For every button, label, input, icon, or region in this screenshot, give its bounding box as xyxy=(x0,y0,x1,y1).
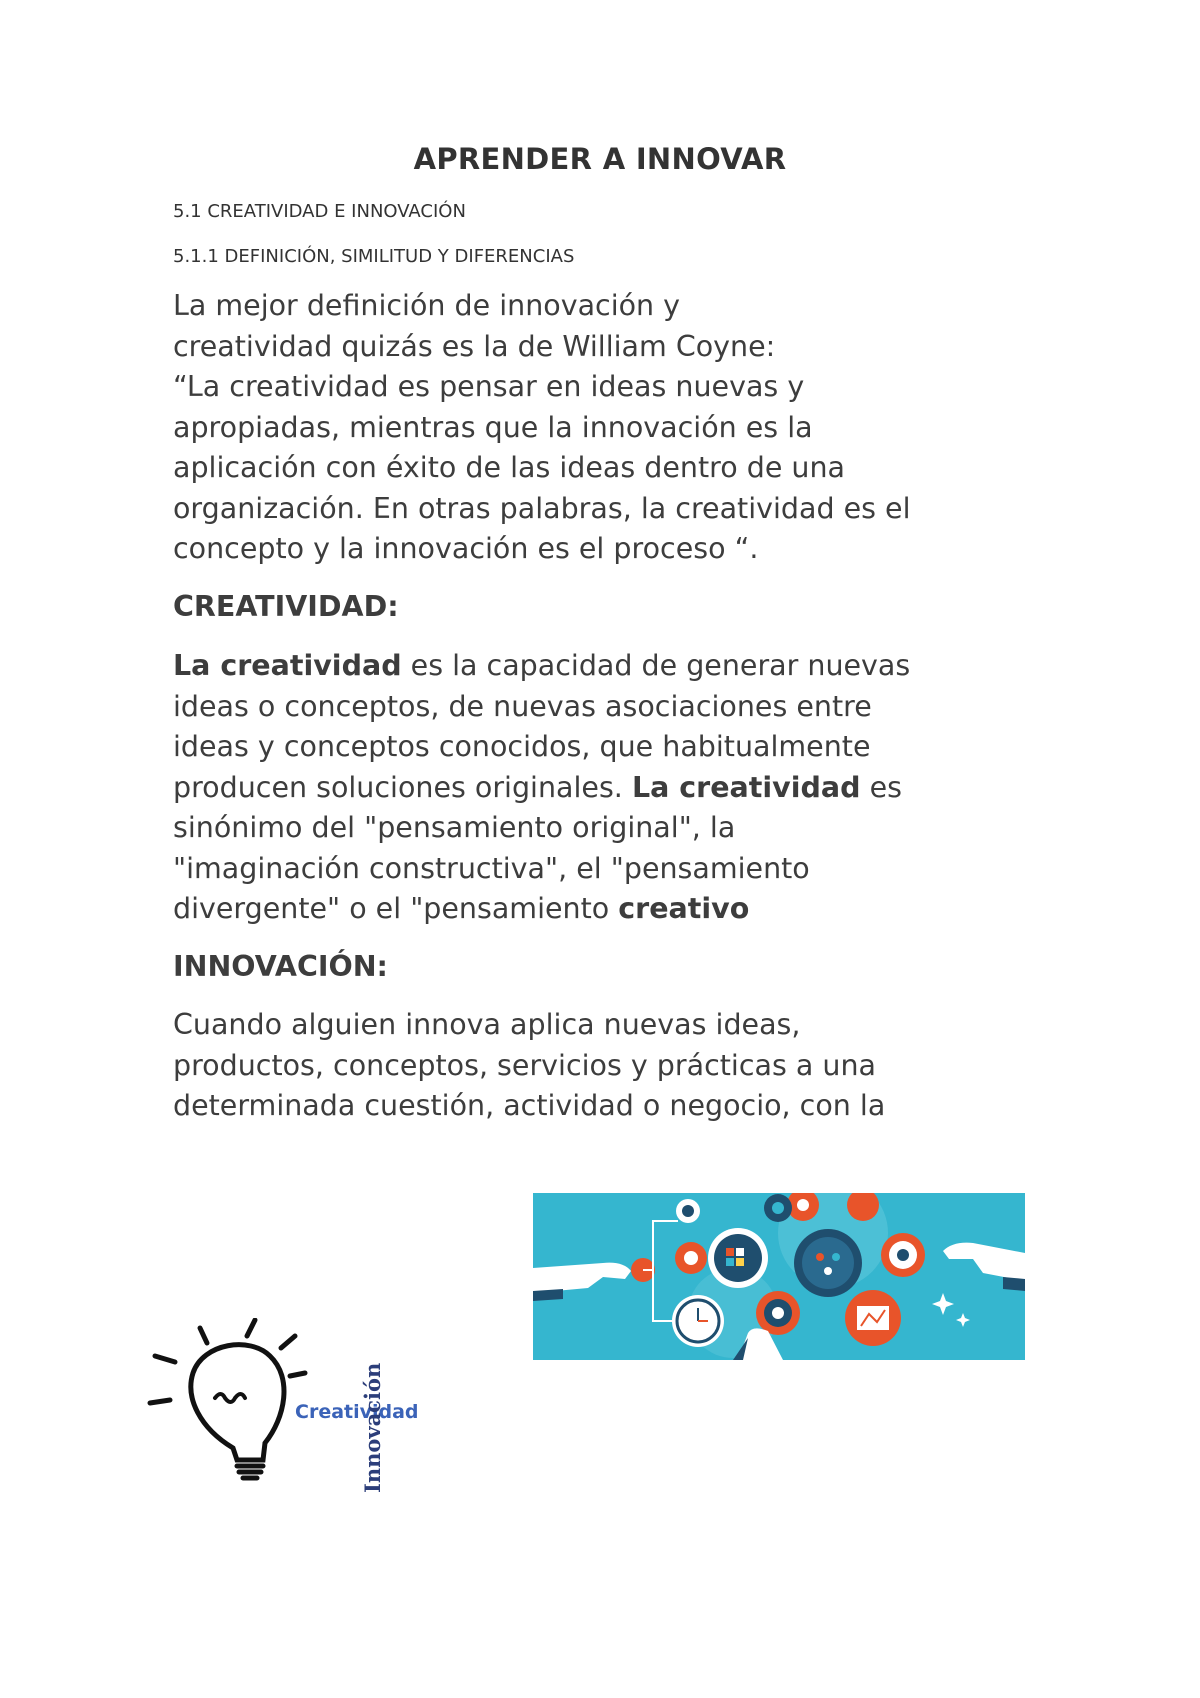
creatividad-heading: CREATIVIDAD: xyxy=(173,590,399,623)
creatividad-line xyxy=(173,889,1053,930)
innovacion-line: Cuando alguien innova aplica nuevas ideas, xyxy=(173,1008,801,1041)
gear-icon xyxy=(708,1228,768,1288)
subsection-heading: 5.1.1 DEFINICIÓN, SIMILITUD Y DIFERENCIAS xyxy=(173,246,575,267)
creatividad-line: sinónimo del "pensamiento original", la xyxy=(173,811,736,844)
intro-line: “La creatividad es pensar en ideas nuevas y xyxy=(173,370,805,403)
intro-line: apropiadas, mientras que la innovación es la xyxy=(173,410,813,444)
text-span: divergente" o el "pensamiento xyxy=(173,892,619,925)
creatividad-line xyxy=(173,768,1053,809)
text-span: producen soluciones originales. xyxy=(173,770,632,804)
creatividad-line: "imaginación constructiva", el "pensamiento xyxy=(173,851,810,885)
section-heading: 5.1 CREATIVIDAD E INNOVACIÓN xyxy=(173,201,466,222)
innovacion-line: determinada cuestión, actividad o negocio, con la xyxy=(173,1089,886,1122)
gear-icon xyxy=(756,1291,800,1335)
document-title: APRENDER A INNOVAR xyxy=(413,142,787,176)
bold-term: creativo xyxy=(618,892,750,925)
clock-icon xyxy=(672,1295,724,1347)
intro-line: La mejor definición de innovación y xyxy=(173,289,681,322)
creatividad-line: ideas y conceptos conocidos, que habitualmente xyxy=(173,730,871,763)
intro-line: creatividad quizás es la de William Coyne: xyxy=(173,329,776,363)
search-icon xyxy=(676,1199,700,1223)
gears-illustration xyxy=(533,1193,1025,1360)
bold-term: La creatividad xyxy=(173,649,402,682)
right-sleeve-icon xyxy=(1003,1277,1025,1291)
innovacion-paragraph xyxy=(173,1005,1053,1127)
lightbulb-logo xyxy=(145,1318,435,1498)
gear-icon xyxy=(794,1229,862,1297)
gear-icon xyxy=(675,1242,707,1274)
logo-horizontal-text: Creatividad xyxy=(295,1401,419,1423)
creatividad-line: ideas o conceptos, de nuevas asociaciones entre xyxy=(173,689,872,723)
gear-icon xyxy=(764,1194,792,1222)
innovacion-line: productos, conceptos, servicios y prácticas a una xyxy=(173,1048,876,1082)
bold-term: La creatividad xyxy=(631,770,861,804)
logo-vertical-text: Innovación xyxy=(360,1362,385,1493)
gear-icon xyxy=(881,1233,925,1277)
left-sleeve-icon xyxy=(533,1289,563,1301)
text-span: es la capacidad de generar nuevas xyxy=(401,649,911,682)
intro-line: aplicación con éxito de las ideas dentro de una xyxy=(173,451,846,484)
gear-icon xyxy=(845,1290,901,1346)
intro-line: concepto y la innovación es el proceso “. xyxy=(173,532,759,565)
intro-paragraph xyxy=(173,286,1053,570)
creatividad-paragraph xyxy=(173,646,1053,930)
innovacion-heading: INNOVACIÓN: xyxy=(173,950,388,983)
creatividad-line xyxy=(173,646,1053,687)
lightbulb-icon xyxy=(191,1345,284,1478)
text-span: es xyxy=(860,770,902,804)
intro-line: organización. En otras palabras, la creatividad es el xyxy=(173,491,911,525)
